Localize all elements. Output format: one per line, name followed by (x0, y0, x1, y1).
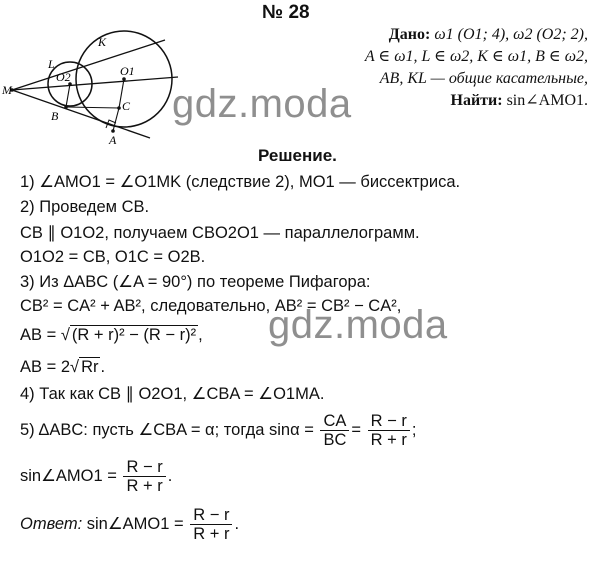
label-C: C (122, 99, 131, 113)
given-line-1: Дано: ω1 (O1; 4), ω2 (O2; 2), (388, 26, 588, 43)
label-A: A (109, 133, 117, 147)
solution-step-3c: AB = √ (R + r)² − (R − r)² , (20, 326, 203, 344)
watermark-middle: gdz.moda (268, 303, 448, 347)
fraction-result-2: $\frac{R - r}{R + r}$ (123, 458, 165, 495)
point-C (117, 106, 121, 110)
fraction-result-1: $\frac{R - r}{R + r}$ (368, 412, 410, 449)
solution-step-3d: AB = 2√ Rr . (20, 358, 106, 376)
given-line-3: AB, KL — общие касательные, (379, 70, 588, 87)
answer-line: Ответ: sin∠AMO1 = $\frac{R - r}{R + r}$ . (20, 506, 240, 543)
label-L: L (48, 57, 55, 71)
solution-step-1: 1) ∠AMO1 = ∠O1MK (следствие 2), MO1 — биссектриса. (20, 173, 461, 191)
watermark-top: gdz.moda (172, 82, 352, 126)
fraction-ca-bc: $\frac{CA}{BC}$ (320, 412, 349, 449)
solution-step-4: 4) Так как CB ∥ O2O1, ∠CBA = ∠O1MA. (20, 385, 325, 403)
solution-step-2b: CB ∥ O1O2, получаем CBO2O1 — параллелограмм. (20, 224, 420, 242)
given-block (365, 24, 588, 112)
label-B: B (51, 109, 59, 123)
label-O2: O2 (56, 70, 71, 84)
given-line-2: A ∈ ω1, L ∈ ω2, K ∈ ω1, B ∈ ω2, (364, 48, 588, 65)
fraction-answer: $\frac{R - r}{R + r}$ (190, 506, 232, 543)
solution-heading: Решение. (258, 146, 337, 165)
solution-step-2: 2) Проведем CB. (20, 198, 150, 216)
sqrt-expression: (R + r)² − (R − r)² (71, 326, 197, 344)
label-M: M (2, 83, 12, 97)
problem-number: № 28 (262, 2, 310, 23)
label-O1: O1 (120, 64, 135, 78)
solution-step-3: 3) Из ΔABC (∠A = 90°) по теореме Пифагора: (20, 273, 371, 291)
point-B (64, 105, 68, 109)
line-MO1 (12, 77, 178, 90)
solution-step-2c: O1O2 = CB, O1C = O2B. (20, 248, 206, 266)
given-line-4: Найти: sin∠AMO1. (450, 92, 588, 109)
label-K: K (98, 35, 107, 49)
tangent-MA (12, 90, 150, 138)
sqrt-rr: Rr (81, 358, 99, 376)
segment-O2B (66, 84, 70, 107)
solution-step-5: 5) ΔABC: пусть ∠CBA = α; тогда sinα = $\frac{CA}{BC}$ = $\frac{R - r}{R + r}$ ; (20, 412, 417, 449)
segment-BC (66, 107, 119, 108)
solution-step-3b: CB² = CA² + AB², следовательно, AB² = CB² − CA², (20, 297, 402, 315)
geometry-figure (0, 28, 180, 148)
solution-step-5b: sin∠AMO1 = $\frac{R - r}{R + r}$ . (20, 458, 173, 495)
